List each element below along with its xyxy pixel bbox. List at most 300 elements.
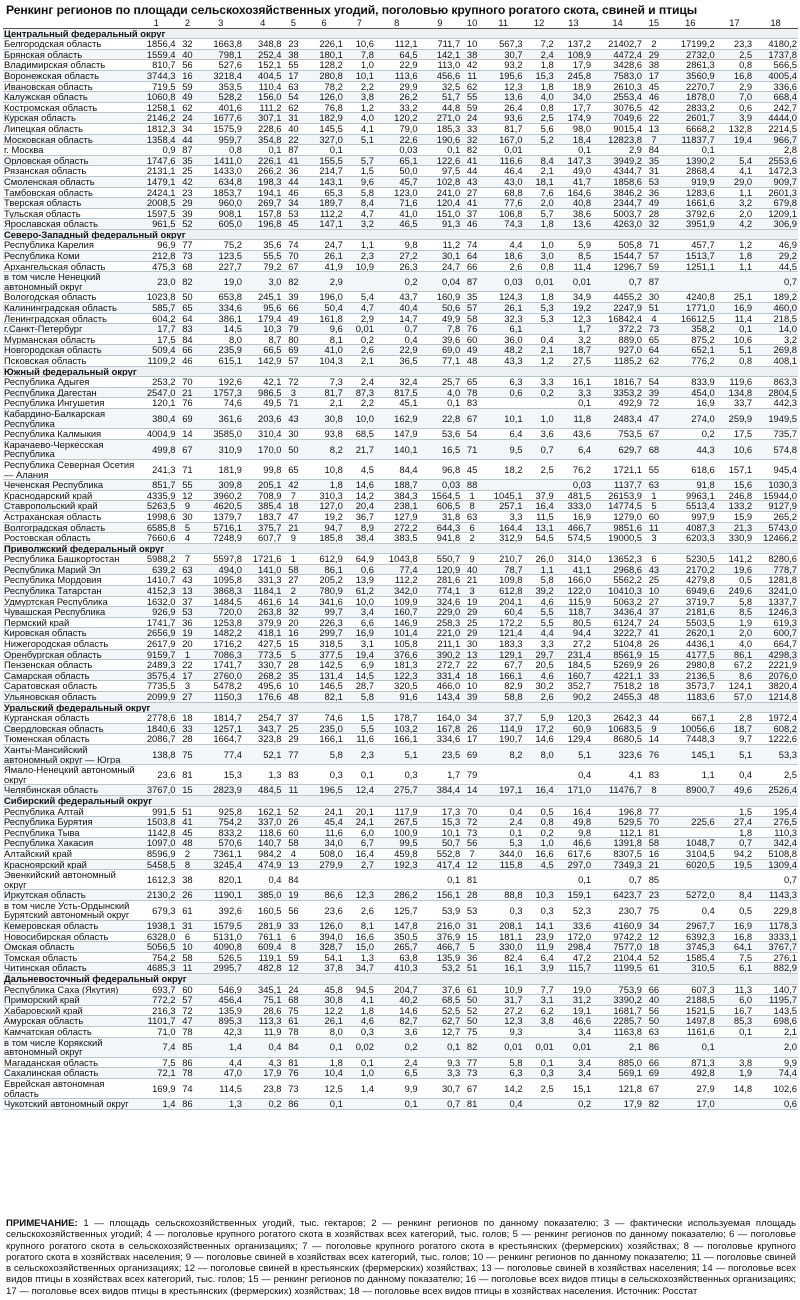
value-cell: 0,4 [483,806,524,817]
value-cell: 77 [283,744,305,764]
value-cell: 2,1 [344,356,375,367]
value-cell: 13,6 [483,92,524,103]
value-cell: 6 [643,554,665,565]
value-cell: 35 [461,292,483,303]
value-cell: 608,2 [753,723,798,734]
region-name: Ростовская область [3,533,136,544]
value-cell: 0,3 [483,900,524,920]
value-cell: 31,2 [555,995,592,1006]
value-cell: 10,8 [304,459,343,479]
value-cell: 64,9 [344,554,375,565]
value-cell: 3575,4 [136,670,177,681]
value-cell: 6,7 [344,838,375,849]
region-name: Республика Башкортостан [3,554,136,565]
value-cell: 566,5 [753,60,798,71]
value-cell: 26 [643,639,665,650]
value-cell: 4,6 [524,596,555,607]
value-cell: 3104,5 [665,848,716,859]
value-cell: 205,1 [243,480,282,491]
value-cell: 1391,8 [592,838,643,849]
value-cell: 1030,3 [753,480,798,491]
value-cell: 45 [461,459,483,479]
table-row [3,963,798,974]
value-cell: 12,3 [483,1016,524,1027]
value-cell: 361,6 [198,408,243,428]
value-cell: 1949,5 [753,408,798,428]
value-cell: 72 [177,1005,199,1016]
value-cell: 8,5 [555,251,592,262]
value-cell: 84 [643,145,665,156]
table-row [3,628,798,639]
table-row [3,429,798,440]
value-cell: 14,0 [753,324,798,335]
value-cell: 679,8 [753,198,798,209]
value-cell: 1,1 [524,564,555,575]
value-cell: 25 [461,617,483,628]
value-cell: 8,1 [304,334,343,345]
value-cell: 4344,7 [592,166,643,177]
value-cell: 141,0 [243,564,282,575]
value-cell: 105,8 [375,639,419,650]
value-cell: 1737,8 [753,49,798,60]
value-cell: 16,4 [524,785,555,796]
region-name: Республика Дагестан [3,387,136,398]
value-cell: 65 [283,459,305,479]
value-cell: 0,7 [524,439,555,459]
value-cell: 50 [283,439,305,459]
value-cell: 0,6 [716,102,753,113]
value-cell: 0,1 [344,1057,375,1068]
value-cell: 1 [643,490,665,501]
value-cell: 2,4 [375,1057,419,1068]
value-cell: 52,3 [555,900,592,920]
value-cell: 15,1 [555,1078,592,1098]
value-cell: 0,1 [524,1057,555,1068]
value-cell: 60,4 [483,607,524,618]
value-cell: 2,0 [524,198,555,209]
value-cell: 1721,1 [592,459,643,479]
value-cell: 605,0 [198,219,243,230]
value-cell: 0,7 [716,838,753,849]
value-cell: 8 [643,785,665,796]
value-cell: 33 [283,921,305,932]
region-name: Иркутская область [3,890,136,901]
region-name: Карачаево-Черкесская Республика [3,439,136,459]
value-cell: 2489,3 [136,660,177,671]
value-cell: 1296,7 [592,261,643,272]
value-cell: 50,0 [375,166,419,177]
value-cell: 11837,7 [665,134,716,145]
value-cell: 45,7 [375,176,419,187]
value-cell: 2344,7 [592,198,643,209]
value-cell: 182,9 [304,113,343,124]
value-cell: 1048,7 [665,838,716,849]
value-cell: 65 [177,303,199,314]
value-cell: 2,4 [524,49,555,60]
value-cell: 2,7 [344,859,375,870]
value-cell: 52 [283,806,305,817]
table-row [3,303,798,314]
value-cell: 0,4 [375,334,419,345]
value-cell: 11476,7 [592,785,643,796]
table-row [3,81,798,92]
district-header-row [3,795,798,806]
value-cell: 167,8 [419,723,462,734]
value-cell: 128,2 [304,60,343,71]
value-cell: 17,7 [555,102,592,113]
value-cell: 195,4 [753,806,798,817]
value-cell: 185,8 [304,533,343,544]
value-cell: 925,8 [198,806,243,817]
value-cell: 66 [643,1057,665,1068]
region-name: Тверская область [3,198,136,209]
value-cell: 817,5 [375,387,419,398]
value-cell: 279,9 [304,859,343,870]
value-cell: 85 [643,870,665,890]
value-cell: 2247,9 [592,303,643,314]
value-cell: 76 [643,744,665,764]
value-cell: 47,2 [555,952,592,963]
value-cell: 40 [177,49,199,60]
value-cell: 569,1 [592,1068,643,1079]
value-cell: 43,7 [375,292,419,303]
region-name: Самарская область [3,670,136,681]
column-header: 12 [524,18,555,28]
value-cell: 1 [283,554,305,565]
value-cell: 408,1 [753,356,798,367]
value-cell: 97,5 [419,166,462,177]
value-cell: 9127,9 [753,501,798,512]
value-cell: 30 [643,292,665,303]
value-cell [344,272,375,292]
value-cell: 82 [461,1037,483,1057]
value-cell: 2086,7 [136,734,177,745]
value-cell [716,1037,753,1057]
region-name: Республика Адыгея [3,377,136,388]
value-cell: 10683,5 [592,723,643,734]
value-cell: 2980,8 [665,660,716,671]
value-cell: 40,8 [555,198,592,209]
value-cell: 457,7 [665,240,716,251]
value-cell: 30,8 [304,408,343,428]
value-cell: 20 [177,639,199,650]
value-cell: 1,7 [555,324,592,335]
value-cell: 8,0 [524,744,555,764]
value-cell: 74,3 [483,219,524,230]
value-cell: 466,0 [419,681,462,692]
value-cell: 810,7 [136,60,177,71]
value-cell: 3,3 [483,511,524,522]
value-cell: 129,1 [483,649,524,660]
value-cell: 73 [283,1078,305,1098]
value-cell: 941,8 [419,533,462,544]
value-cell: 45 [643,81,665,92]
value-cell: 2,5 [524,459,555,479]
table-row [3,533,798,544]
value-cell: 0,7 [753,870,798,890]
value-cell: 456,4 [198,995,243,1006]
value-cell: 93,8 [304,429,343,440]
value-cell: 3 [177,681,199,692]
table-row [3,942,798,953]
value-cell: 3218,4 [198,70,243,81]
value-cell: 384,4 [419,785,462,796]
value-cell: 37,7 [483,713,524,724]
value-cell: 67 [283,261,305,272]
value-cell: 9,6 [304,324,343,335]
value-cell: 1,0 [344,60,375,71]
value-cell: 634,8 [198,176,243,187]
value-cell: 31,7 [483,995,524,1006]
value-cell: 1612,3 [136,870,177,890]
value-cell: 1677,6 [198,113,243,124]
region-name: Брянская область [3,49,136,60]
value-cell: 24,7 [419,261,462,272]
value-cell: 12823,8 [592,134,643,145]
value-cell: 42 [177,176,199,187]
value-cell: 41,1 [555,564,592,575]
value-cell: 44,5 [753,261,798,272]
table-row [3,459,798,479]
column-header: 1 [136,18,177,28]
value-cell: 0,1 [419,870,462,890]
region-name: Республика Хакасия [3,838,136,849]
value-cell: 2995,7 [198,963,243,974]
value-cell: 4,0 [716,639,753,650]
value-cell: 2,3 [344,251,375,262]
value-cell: 115,9 [555,596,592,607]
value-cell: 62 [461,81,483,92]
value-cell: 380,4 [136,408,177,428]
column-header: 7 [344,18,375,28]
value-cell: 57 [283,356,305,367]
value-cell: 0,7 [592,870,643,890]
value-cell: 25,7 [419,377,462,388]
value-cell: 19,2 [304,511,343,522]
value-cell: 9,9 [375,1078,419,1098]
value-cell: 45 [283,219,305,230]
value-cell: 40,4 [375,303,419,314]
value-cell: 70 [643,817,665,828]
value-cell: 1246,3 [753,607,798,618]
region-name: Смоленская область [3,176,136,187]
value-cell: 3241,0 [753,586,798,597]
value-cell: 4,0 [419,387,462,398]
value-cell: 241,0 [419,187,462,198]
value-cell: 8,0 [304,1027,343,1038]
value-cell: 1097,0 [136,838,177,849]
value-cell: 272,2 [375,522,419,533]
table-row [3,1016,798,1027]
value-cell: 1411,0 [198,155,243,166]
value-cell: 83 [643,765,665,785]
value-cell: 5 [643,501,665,512]
value-cell: 7349,3 [592,859,643,870]
value-cell: 11 [283,785,305,796]
value-cell: 16,9 [555,511,592,522]
value-cell: 74,6 [198,398,243,409]
table-row [3,639,798,650]
value-cell: 26,1 [483,303,524,314]
column-header: 4 [243,18,282,28]
value-cell: 229,0 [419,607,462,618]
value-cell: 225,6 [665,817,716,828]
value-cell: 3,3 [555,387,592,398]
value-cell: 36 [461,952,483,963]
value-cell: 115,8 [483,859,524,870]
value-cell: 5458,5 [136,859,177,870]
value-cell: 24 [461,113,483,124]
value-cell: 73 [461,1068,483,1079]
value-cell: 5269,9 [592,660,643,671]
value-cell: 17,0 [665,1099,716,1110]
district-name: Сибирский федеральный округ [3,795,798,806]
value-cell: 16842,4 [592,313,643,324]
value-cell: 33 [461,123,483,134]
region-name: Курганская область [3,713,136,724]
value-cell: 14,5 [344,670,375,681]
value-cell: 116,6 [483,155,524,166]
value-cell: 26 [283,817,305,828]
value-cell: 21 [643,859,665,870]
value-cell: 94,2 [716,848,753,859]
value-cell: 0,02 [344,1037,375,1057]
value-cell: 3,6 [524,429,555,440]
value-cell: 16,6 [344,931,375,942]
value-cell: 2 [283,586,305,597]
value-cell: 25,1 [716,292,753,303]
table-row [3,900,798,920]
value-cell: 820,1 [198,870,243,890]
value-cell: 235,0 [304,723,343,734]
value-cell: 66 [461,261,483,272]
value-cell: 3,8 [344,92,375,103]
value-cell: 0,5 [524,806,555,817]
value-cell: 69 [461,744,483,764]
value-cell: 0,2 [524,827,555,838]
value-cell: 31 [283,113,305,124]
value-cell [665,870,716,890]
value-cell: 2,8 [753,145,798,156]
value-cell: 466,7 [555,522,592,533]
value-cell: 112,2 [375,575,419,586]
value-cell: 11,8 [555,408,592,428]
value-cell: 310,9 [198,439,243,459]
value-cell: 72,1 [136,1068,177,1079]
value-cell: 120,3 [555,713,592,724]
value-cell: 377,5 [304,649,343,660]
column-header: 8 [375,18,419,28]
value-cell: 80 [283,334,305,345]
value-cell: 121,8 [592,1078,643,1098]
value-cell: 34 [461,713,483,724]
value-cell: 49 [283,313,305,324]
value-cell: 210,7 [483,554,524,565]
value-cell: 77 [461,1057,483,1068]
value-cell: 3951,9 [665,219,716,230]
value-cell: 318,5 [304,639,343,650]
value-cell: 3960,2 [198,490,243,501]
value-cell: 606,5 [419,501,462,512]
value-cell: 99,8 [243,459,282,479]
value-cell: 2130,2 [136,890,177,901]
value-cell: 1,2 [716,240,753,251]
value-cell: 5,7 [344,155,375,166]
value-cell: 18,7 [555,345,592,356]
value-cell: 31 [177,921,199,932]
value-cell: 1257,1 [198,723,243,734]
value-cell: 693,7 [136,984,177,995]
value-cell: 629,7 [592,439,643,459]
value-cell: 7,3 [304,377,343,388]
column-header: 15 [643,18,665,28]
value-cell: 102,6 [753,1078,798,1098]
column-header: 6 [304,18,343,28]
value-cell: 32,4 [375,377,419,388]
region-name: Рязанская область [3,166,136,177]
value-cell: 28 [283,660,305,671]
value-cell: 83 [177,324,199,335]
value-cell: 98,0 [555,123,592,134]
value-cell: 82 [461,145,483,156]
value-cell: 5562,2 [592,575,643,586]
value-cell: 20,4 [344,501,375,512]
value-cell: 6,0 [344,827,375,838]
value-cell: 17,9 [555,60,592,71]
value-cell: 119,1 [243,952,282,963]
value-cell: 0,7 [419,1099,462,1110]
value-cell: 667,1 [665,713,716,724]
value-cell: 83 [283,765,305,785]
value-cell: 0,1 [716,324,753,335]
value-cell: 33,2 [375,102,419,113]
value-cell: 17 [461,734,483,745]
value-cell: 607,3 [665,984,716,995]
value-cell: 17,7 [136,324,177,335]
value-cell: 418,1 [243,628,282,639]
value-cell: 34 [283,198,305,209]
value-cell: 919,9 [665,176,716,187]
value-cell: 164,6 [555,187,592,198]
value-cell [483,765,524,785]
value-cell: 1853,7 [198,187,243,198]
value-cell: 36,5 [375,356,419,367]
region-name: Хабаровский край [3,1005,136,1016]
value-cell: 5,3 [483,838,524,849]
value-cell: 22,9 [375,60,419,71]
value-cell: 8 [177,859,199,870]
district-name: Центральный федеральный округ [3,28,798,39]
value-cell: 77,1 [419,356,462,367]
region-name: Ярославская область [3,219,136,230]
value-cell: 101,4 [375,628,419,639]
value-cell: 30,8 [304,995,343,1006]
value-cell: 1878,0 [665,92,716,103]
value-cell: 286,2 [375,890,419,901]
value-cell: 49 [177,92,199,103]
value-cell: 3,0 [524,251,555,262]
value-cell: 0,4 [483,1099,524,1110]
value-cell: 585,7 [136,303,177,314]
value-cell: 927,0 [592,345,643,356]
value-cell: 183,3 [483,639,524,650]
value-cell: 46 [177,356,199,367]
value-cell: 38 [461,49,483,60]
value-cell: 7,5 [716,952,753,963]
value-cell: 48,2 [483,345,524,356]
value-cell: 15,0 [344,942,375,953]
value-cell: 102,8 [419,176,462,187]
